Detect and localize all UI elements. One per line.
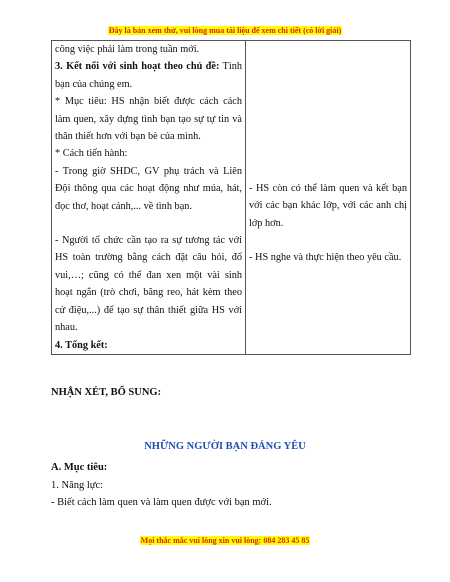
contact-banner-bottom: Mọi thắc mắc vui lòng xin vui lòng: 084 283 45 85: [140, 536, 310, 545]
lesson-table: [51, 40, 411, 355]
procedure-heading: * Cách tiến hành:: [55, 148, 128, 160]
carryover-line: công việc phải làm trong tuần mới.: [55, 44, 200, 55]
student-activities-cell: [246, 41, 411, 355]
section-3-title: 3. Kết nối với sinh hoạt theo chủ đề:: [55, 61, 220, 73]
comments-heading: NHẬN XÉT, BỔ SUNG:: [51, 387, 162, 398]
preview-banner-top: Đây là bản xem thử, vui lòng mua tài liệu để xem chi tiết (có lời giải): [108, 26, 342, 35]
objectives-item-1: 1. Năng lực:: [51, 479, 104, 491]
activity-2: - Người tổ chức cần tạo ra sự tương tác với HS toàn trường bằng cách đặt câu hỏi, đố vui,…; cũng có thể đan xen một vài sinh hoạt ngắn (trò chơi, băng reo, hát kèm theo cử điệu,...) để tạo sự thân thiết giữa HS với nhau.: [55, 235, 242, 334]
student-response-2: - HS nghe và thực hiện theo yêu cầu.: [249, 252, 402, 264]
section-3-title-rest: Tình bạn của chúng em.: [55, 61, 243, 90]
objectives-block: [51, 459, 408, 512]
activity-1: - Trong giờ SHDC, GV phụ trách và Liên Đội thông qua các hoạt động như múa, hát, đọc thơ, hoạt cảnh,... về tình bạn.: [55, 165, 242, 212]
section-3-heading: [55, 58, 242, 93]
section-title: NHỮNG NGƯỜI BẠN ĐÁNG YÊU: [144, 441, 306, 452]
objective-text: * Mục tiêu: HS nhận biết được cách cách làm quen, xây dựng tình bạn tạo sự tự tin và thân thiết hơn với bạn bè của mình.: [55, 96, 242, 143]
table-row: [52, 41, 411, 355]
student-response-1: - HS còn có thể làm quen và kết bạn với các bạn khác lớp, với các anh chị lớp hơn.: [249, 183, 407, 229]
teacher-activities-cell: [52, 41, 246, 355]
section-4-heading: 4. Tổng kết:: [55, 339, 108, 351]
objectives-heading: A. Mục tiêu:: [51, 462, 108, 473]
objectives-item-2: - Biết cách làm quen và làm quen được với bạn mới.: [51, 497, 272, 508]
